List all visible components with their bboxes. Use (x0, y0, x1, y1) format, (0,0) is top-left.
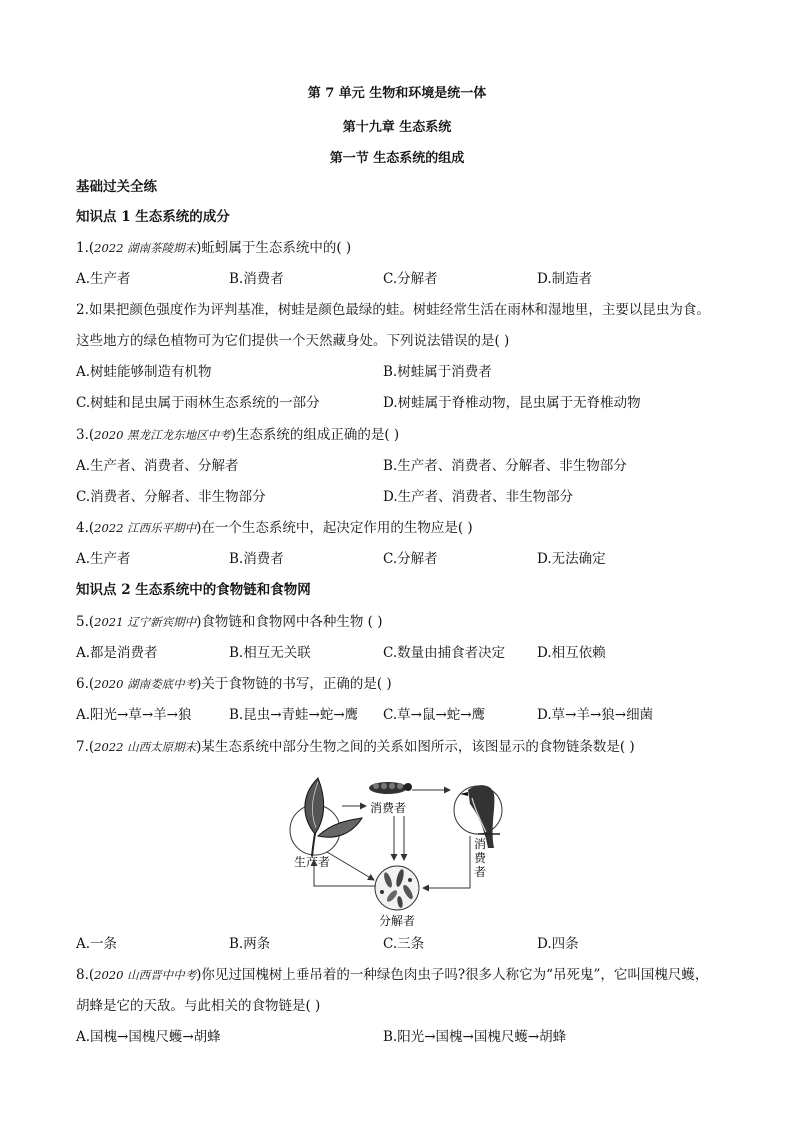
consumer-2-label-3: 者 (474, 865, 487, 879)
producer-plant (290, 778, 362, 856)
section-title: 第一节 生态系统的组成 (329, 151, 465, 166)
option[interactable]: A.国槐→国槐尺蠖→胡蜂 (76, 1029, 221, 1045)
consumer-1-label: 消费者 (370, 801, 407, 815)
option[interactable]: B.相互无关联 (229, 645, 311, 661)
option[interactable]: D.生产者、消费者、非生物部分 (383, 489, 574, 505)
option[interactable]: A.都是消费者 (76, 645, 158, 661)
option[interactable]: C.三条 (383, 936, 425, 952)
option[interactable]: B.昆虫→青蛙→蛇→鹰 (229, 707, 359, 723)
question-source: 2022 江西乐平期中 (94, 521, 197, 535)
option[interactable]: B.两条 (229, 936, 271, 952)
option[interactable]: A.生产者 (76, 551, 131, 567)
option[interactable]: A.阳光→草→羊→狼 (76, 707, 192, 723)
question-source: 2020 山西晋中中考 (94, 968, 197, 982)
option[interactable]: C.分解者 (383, 551, 438, 567)
knowledge-point-1: 知识点 1 生态系统的成分 (76, 209, 230, 225)
option[interactable]: D.四条 (537, 936, 579, 952)
consumer-2-label-2: 费 (474, 851, 487, 865)
option[interactable]: A.树蛙能够制造有机物 (76, 364, 212, 380)
option[interactable]: D.无法确定 (537, 551, 606, 567)
option[interactable]: A.一条 (76, 936, 118, 952)
question-source: 2022 湖南茶陵期末 (94, 241, 197, 255)
option[interactable]: C.草→鼠→蛇→鹰 (383, 707, 486, 723)
question-2-line-2: 这些地方的绿色植物可为它们提供一个天然藏身处。下列说法错误的是( ) (76, 333, 510, 349)
consumer-2-label-1: 消 (474, 837, 487, 851)
option[interactable]: D.制造者 (537, 271, 593, 287)
question-3: 3.(2020 黑龙江龙东地区中考)生态系统的组成正确的是( ) (76, 427, 400, 443)
practice-title: 基础过关全练 (76, 179, 157, 195)
question-source: 2020 黑龙江龙东地区中考 (94, 428, 231, 442)
option[interactable]: D.相互依赖 (537, 645, 606, 661)
food-web-figure (282, 768, 514, 930)
option[interactable]: B.树蛙属于消费者 (383, 364, 492, 380)
question-source: 2021 辽宁新宾期中 (94, 615, 197, 629)
unit-title: 第 7 单元 生物和环境是统一体 (307, 86, 487, 101)
option[interactable]: B.消费者 (229, 271, 284, 287)
caterpillar-consumer (369, 782, 412, 794)
option[interactable]: C.分解者 (383, 271, 438, 287)
question-1: 1.(2022 湖南茶陵期末)蚯蚓属于生态系统中的( ) (76, 240, 352, 256)
option[interactable]: B.消费者 (229, 551, 284, 567)
option[interactable]: D.草→羊→狼→细菌 (537, 707, 654, 723)
option[interactable]: A.生产者、消费者、分解者 (76, 458, 239, 474)
producer-label: 生产者 (294, 855, 331, 869)
knowledge-point-2: 知识点 2 生态系统中的食物链和食物网 (76, 582, 311, 598)
question-5: 5.(2021 辽宁新宾期中)食物链和食物网中各种生物 ( ) (76, 614, 383, 630)
question-source: 2020 湖南娄底中考 (94, 677, 197, 691)
option[interactable]: C.消费者、分解者、非生物部分 (76, 489, 266, 505)
decomposer-microbes (375, 866, 419, 910)
option[interactable]: C.树蛙和昆虫属于雨林生态系统的一部分 (76, 395, 320, 411)
option[interactable]: B.阳光→国槐→国槐尺蠖→胡蜂 (383, 1029, 567, 1045)
option[interactable]: A.生产者 (76, 271, 131, 287)
question-8: 8.(2020 山西晋中中考)你见过国槐树上垂吊着的一种绿色肉虫子吗?很多人称它为“吊死鬼”，它叫国槐尺蠖， (76, 967, 709, 983)
option[interactable]: C.数量由捕食者决定 (383, 645, 506, 661)
question-6: 6.(2020 湖南娄底中考)关于食物链的书写，正确的是( ) (76, 676, 392, 692)
question-4: 4.(2022 江西乐平期中)在一个生态系统中，起决定作用的生物应是( ) (76, 520, 473, 536)
decomposer-label: 分解者 (379, 914, 416, 928)
question-7: 7.(2022 山西太原期末)某生态系统中部分生物之间的关系如图所示，该图显示的食物链条数是( ) (76, 739, 635, 755)
option[interactable]: B.生产者、消费者、分解者、非生物部分 (383, 458, 627, 474)
option[interactable]: D.树蛙属于脊椎动物，昆虫属于无脊椎动物 (383, 395, 641, 411)
question-source: 2022 山西太原期末 (94, 740, 197, 754)
chapter-title: 第十九章 生态系统 (342, 120, 452, 135)
question-2-line-1: 2.如果把颜色强度作为评判基准，树蛙是颜色最绿的蛙。树蛙经常生活在雨林和湿地里，主要以昆虫为食。 (76, 302, 710, 318)
question-8-line-2: 胡蜂是它的天敌。与此相关的食物链是( ) (76, 998, 321, 1014)
